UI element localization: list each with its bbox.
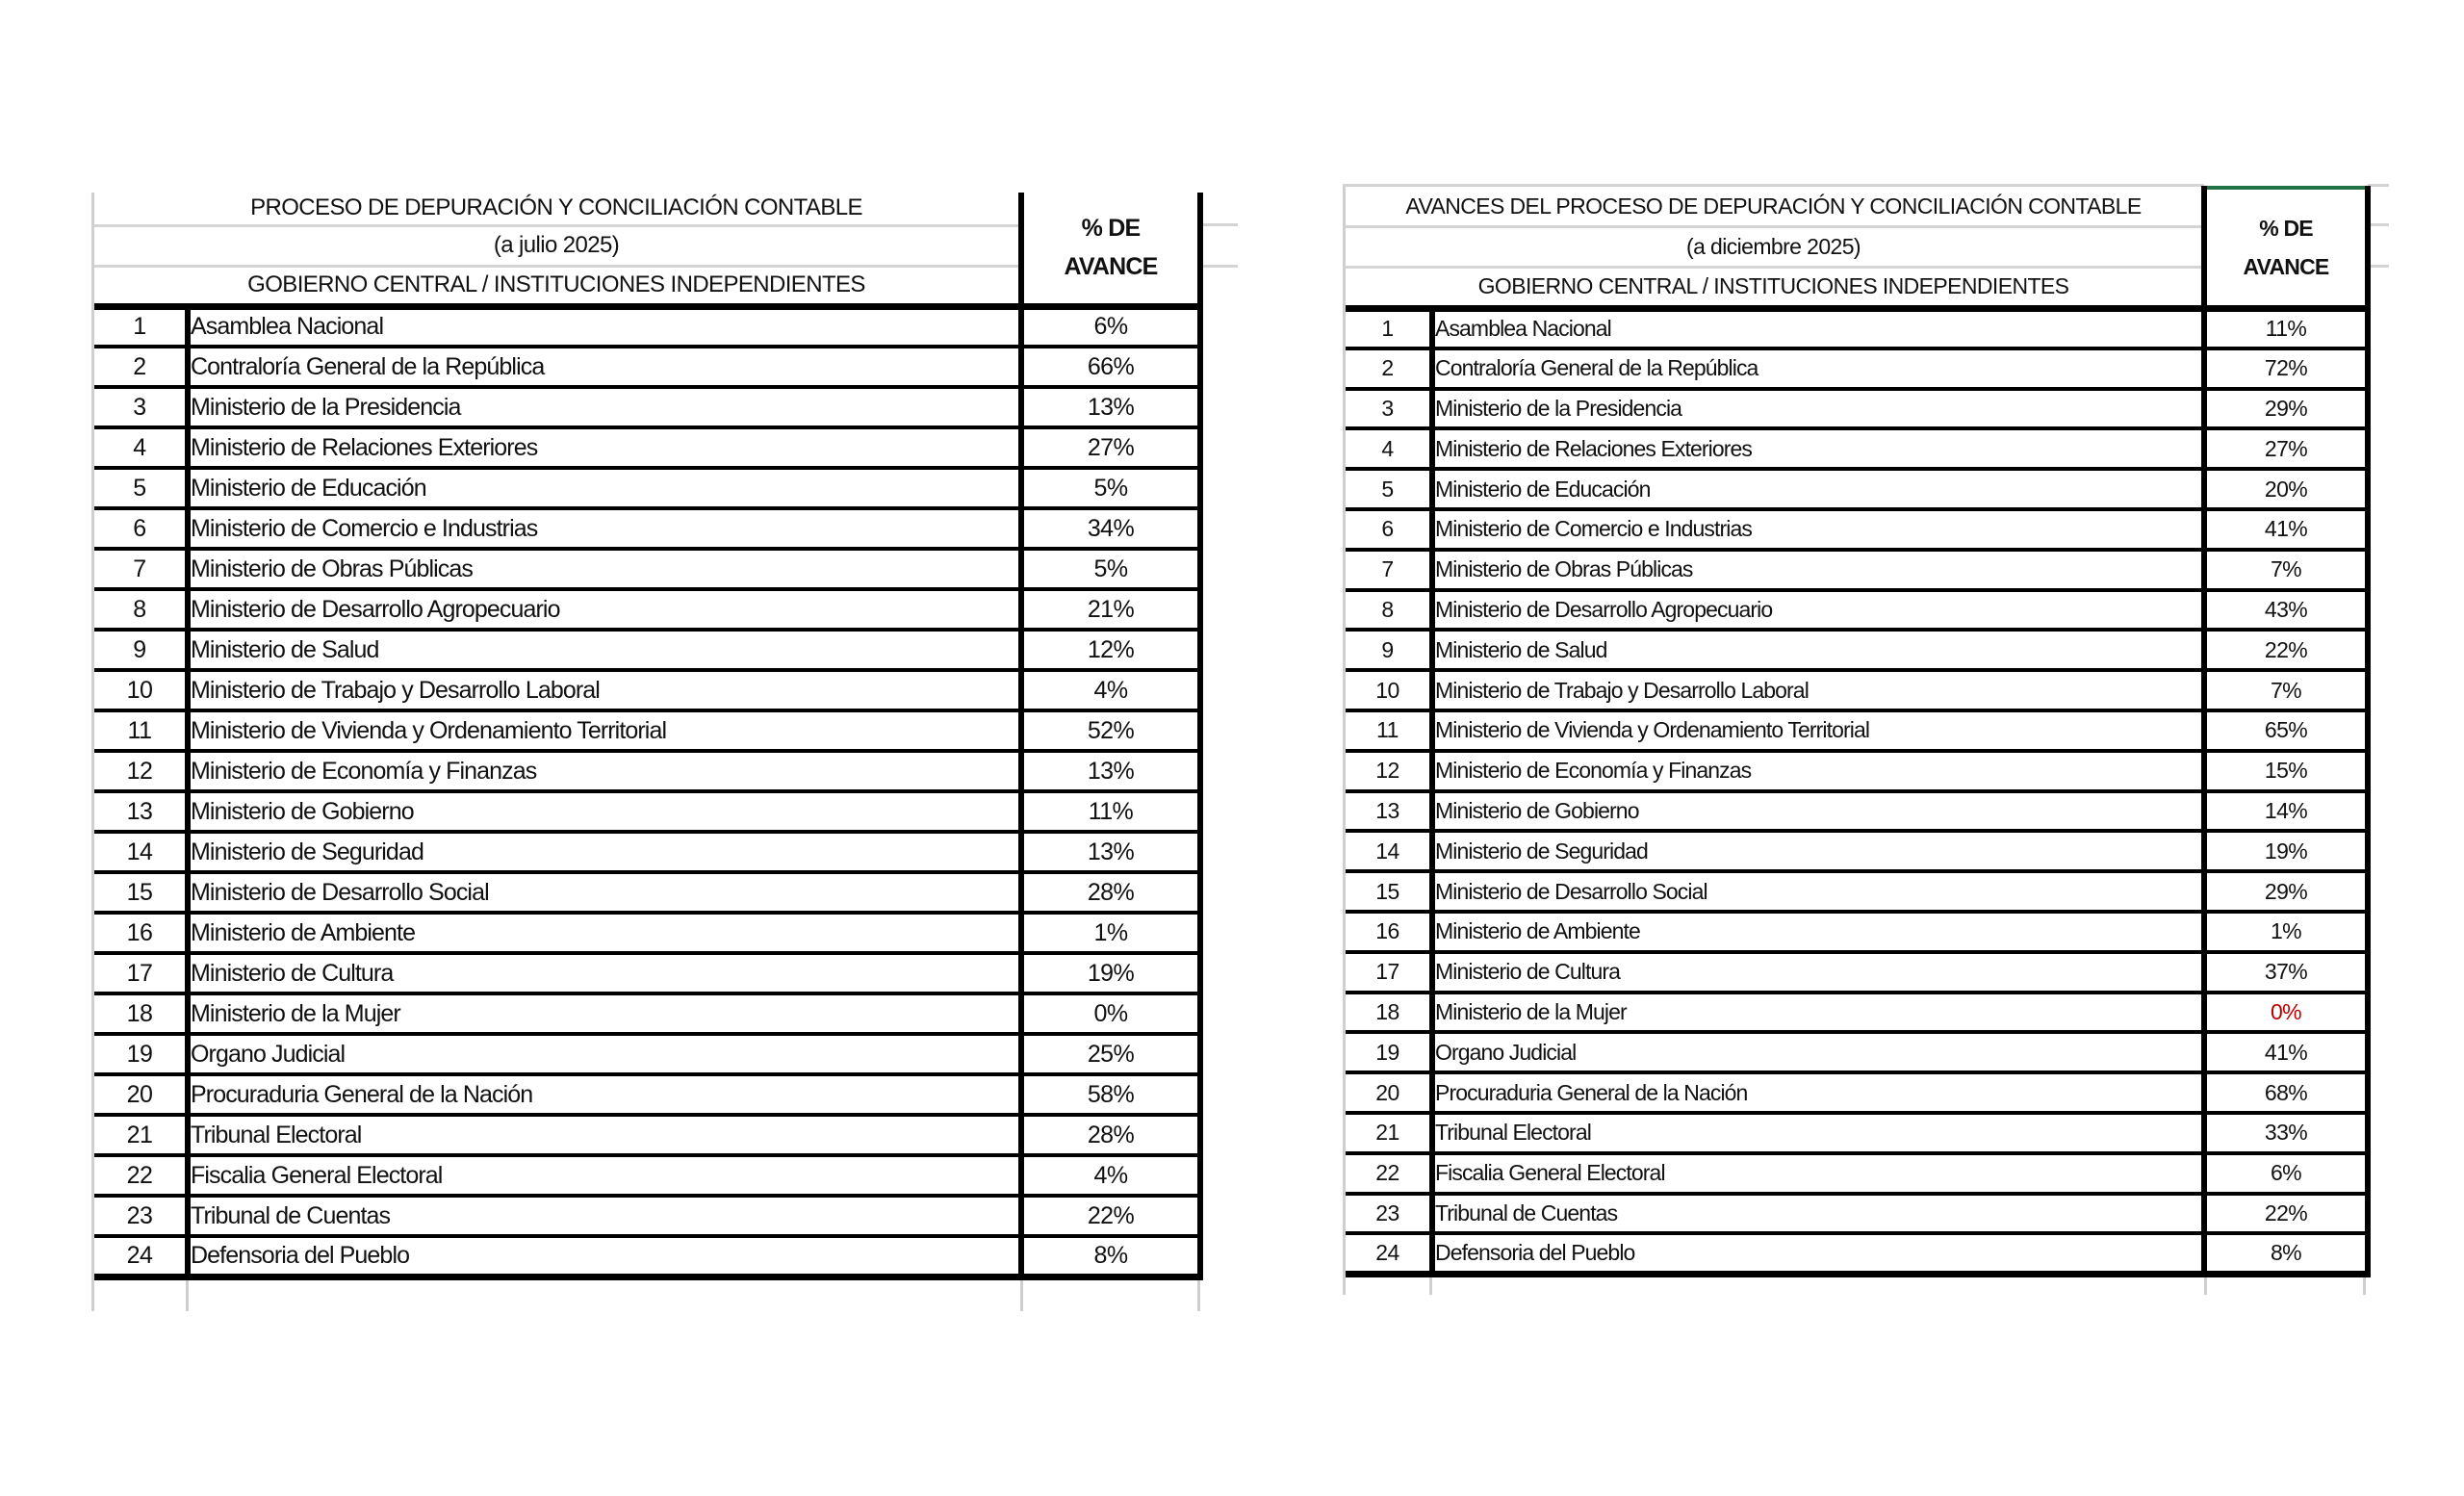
- row-number[interactable]: 4: [94, 427, 188, 468]
- row-number[interactable]: 6: [94, 508, 188, 549]
- institution-name[interactable]: Contraloría General de la República: [188, 347, 1021, 387]
- progress-percent[interactable]: 28%: [1021, 1115, 1200, 1155]
- table-row: [1346, 348, 2368, 389]
- institution-name[interactable]: Ministerio de Seguridad: [188, 832, 1021, 872]
- institution-name[interactable]: Ministerio de Gobierno: [1432, 791, 2204, 832]
- gridline: [2204, 1276, 2207, 1295]
- institution-name[interactable]: Ministerio de Obras Públicas: [188, 549, 1021, 589]
- row-number[interactable]: 2: [1346, 348, 1432, 389]
- row-number[interactable]: 12: [1346, 751, 1432, 791]
- row-number[interactable]: 7: [1346, 550, 1432, 590]
- progress-percent[interactable]: 33%: [2204, 1113, 2368, 1153]
- gridline: [2368, 265, 2389, 268]
- progress-percent[interactable]: 22%: [1021, 1196, 1200, 1236]
- row-number[interactable]: 19: [1346, 1032, 1432, 1072]
- right-table-body: [1346, 308, 2368, 1274]
- table-row: [1346, 710, 2368, 751]
- table-row: [1346, 952, 2368, 993]
- row-number[interactable]: 15: [1346, 871, 1432, 912]
- institution-name[interactable]: Organo Judicial: [1432, 1032, 2204, 1072]
- row-number[interactable]: 14: [1346, 831, 1432, 871]
- row-number[interactable]: 18: [1346, 993, 1432, 1033]
- row-number[interactable]: 1: [1346, 308, 1432, 348]
- institution-name[interactable]: Ministerio de Relaciones Exteriores: [188, 427, 1021, 468]
- table-row: [1346, 1194, 2368, 1234]
- row-number[interactable]: 12: [94, 751, 188, 791]
- table-row: [1346, 1072, 2368, 1113]
- row-number[interactable]: 17: [94, 953, 188, 993]
- institution-name[interactable]: Ministerio de la Mujer: [1432, 993, 2204, 1033]
- institution-name[interactable]: Ministerio de Economía y Finanzas: [188, 751, 1021, 791]
- row-number[interactable]: 13: [1346, 791, 1432, 832]
- institution-name[interactable]: Contraloría General de la República: [1432, 348, 2204, 389]
- progress-percent[interactable]: 4%: [1021, 1155, 1200, 1196]
- pct-header-line1: % DE: [2259, 215, 2313, 241]
- institution-name[interactable]: Organo Judicial: [188, 1034, 1021, 1074]
- row-number[interactable]: 14: [94, 832, 188, 872]
- table-row: [1346, 791, 2368, 832]
- table-row: [1346, 993, 2368, 1033]
- table-row: [1346, 1032, 2368, 1072]
- institution-name[interactable]: Fiscalia General Electoral: [188, 1155, 1021, 1196]
- table-row: [1346, 831, 2368, 871]
- row-number[interactable]: 19: [94, 1034, 188, 1074]
- row-number[interactable]: 5: [94, 468, 188, 508]
- progress-percent[interactable]: 6%: [1021, 306, 1200, 347]
- institution-name[interactable]: Defensoria del Pueblo: [188, 1236, 1021, 1277]
- progress-percent[interactable]: 21%: [1021, 589, 1200, 630]
- row-number[interactable]: 20: [1346, 1072, 1432, 1113]
- progress-percent[interactable]: 1%: [1021, 913, 1200, 953]
- gridline: [2363, 1276, 2366, 1295]
- table-row: [1346, 428, 2368, 469]
- table-title: PROCESO DE DEPURACIÓN Y CONCILIACIÓN CONTABLE: [94, 193, 1021, 225]
- progress-percent[interactable]: 66%: [1021, 347, 1200, 387]
- institution-name[interactable]: Asamblea Nacional: [1432, 308, 2204, 348]
- institution-name[interactable]: Fiscalia General Electoral: [1432, 1153, 2204, 1194]
- row-number[interactable]: 24: [94, 1236, 188, 1277]
- institution-name[interactable]: Ministerio de Obras Públicas: [1432, 550, 2204, 590]
- progress-percent[interactable]: 43%: [2204, 590, 2368, 631]
- institution-name[interactable]: Ministerio de Ambiente: [188, 913, 1021, 953]
- pct-header-line2: AVANCE: [1064, 253, 1158, 281]
- progress-percent[interactable]: 1%: [2204, 912, 2368, 952]
- progress-percent[interactable]: 11%: [2204, 308, 2368, 348]
- table-row: [1346, 389, 2368, 429]
- institution-name[interactable]: Ministerio de Trabajo y Desarrollo Laboral: [1432, 670, 2204, 710]
- row-number[interactable]: 13: [94, 791, 188, 832]
- progress-percent[interactable]: 58%: [1021, 1074, 1200, 1115]
- institution-name[interactable]: Defensoria del Pueblo: [1432, 1233, 2204, 1274]
- institution-name[interactable]: Ministerio de Educación: [188, 468, 1021, 508]
- row-number[interactable]: 23: [1346, 1194, 1432, 1234]
- institution-name[interactable]: Ministerio de Educación: [1432, 469, 2204, 509]
- progress-percent[interactable]: 14%: [2204, 791, 2368, 832]
- table-row: [1346, 590, 2368, 631]
- institution-name[interactable]: Procuraduria General de la Nación: [1432, 1072, 2204, 1113]
- row-number[interactable]: 16: [94, 913, 188, 953]
- institution-name[interactable]: Ministerio de Economía y Finanzas: [1432, 751, 2204, 791]
- progress-percent[interactable]: 20%: [2204, 469, 2368, 509]
- progress-percent[interactable]: 72%: [2204, 348, 2368, 389]
- row-number[interactable]: 23: [94, 1196, 188, 1236]
- row-number[interactable]: 1: [94, 306, 188, 347]
- progress-percent[interactable]: 19%: [2204, 831, 2368, 871]
- row-number[interactable]: 8: [94, 589, 188, 630]
- progress-percent[interactable]: 22%: [2204, 1194, 2368, 1234]
- table-row: [1346, 1233, 2368, 1274]
- table-date: (a diciembre 2025): [1346, 226, 2204, 267]
- gridline: [2368, 184, 2389, 187]
- institution-name[interactable]: Ministerio de Desarrollo Agropecuario: [1432, 590, 2204, 631]
- table-row: [1346, 550, 2368, 590]
- table-date: (a julio 2025): [94, 225, 1021, 266]
- gridline: [1429, 1276, 1432, 1295]
- progress-percent[interactable]: 4%: [1021, 670, 1200, 710]
- row-number[interactable]: 17: [1346, 952, 1432, 993]
- progress-percent[interactable]: 22%: [2204, 630, 2368, 670]
- progress-percent[interactable]: 8%: [1021, 1236, 1200, 1277]
- table-row: [1346, 509, 2368, 550]
- institution-name[interactable]: Ministerio de Seguridad: [1432, 831, 2204, 871]
- institution-name[interactable]: Ministerio de Relaciones Exteriores: [1432, 428, 2204, 469]
- row-number[interactable]: 21: [1346, 1113, 1432, 1153]
- table-title: AVANCES DEL PROCESO DE DEPURACIÓN Y CONCILIACIÓN CONTABLE: [1346, 188, 2204, 226]
- progress-percent[interactable]: 41%: [2204, 1032, 2368, 1072]
- row-number[interactable]: 3: [94, 387, 188, 427]
- institution-name[interactable]: Ministerio de Cultura: [1432, 952, 2204, 993]
- progress-percent[interactable]: 11%: [1021, 791, 1200, 832]
- row-number[interactable]: 22: [94, 1155, 188, 1196]
- table-row: [1346, 1153, 2368, 1194]
- institution-name[interactable]: Ministerio de Vivienda y Ordenamiento Territorial: [188, 710, 1021, 751]
- row-number[interactable]: 11: [94, 710, 188, 751]
- row-number[interactable]: 7: [94, 549, 188, 589]
- row-number[interactable]: 11: [1346, 710, 1432, 751]
- progress-percent[interactable]: 8%: [2204, 1233, 2368, 1274]
- gridline: [2368, 223, 2389, 226]
- progress-percent[interactable]: 7%: [2204, 670, 2368, 710]
- row-number[interactable]: 22: [1346, 1153, 1432, 1194]
- progress-percent[interactable]: 27%: [2204, 428, 2368, 469]
- row-number[interactable]: 16: [1346, 912, 1432, 952]
- institution-name[interactable]: Ministerio de Desarrollo Social: [188, 872, 1021, 913]
- table-subtitle: GOBIERNO CENTRAL / INSTITUCIONES INDEPENDIENTES: [247, 271, 865, 297]
- institution-name[interactable]: Ministerio de Gobierno: [188, 791, 1021, 832]
- institution-name[interactable]: Tribunal Electoral: [1432, 1113, 2204, 1153]
- progress-percent[interactable]: 15%: [2204, 751, 2368, 791]
- table-row: [1346, 871, 2368, 912]
- institution-name[interactable]: Procuraduria General de la Nación: [188, 1074, 1021, 1115]
- institution-name[interactable]: Ministerio de Desarrollo Social: [1432, 871, 2204, 912]
- progress-percent[interactable]: 28%: [1021, 872, 1200, 913]
- institution-name[interactable]: Tribunal de Cuentas: [1432, 1194, 2204, 1234]
- progress-percent[interactable]: 13%: [1021, 751, 1200, 791]
- progress-percent[interactable]: 52%: [1021, 710, 1200, 751]
- pct-header-line2: AVANCE: [2243, 253, 2329, 279]
- table-row: [1346, 630, 2368, 670]
- right-progress-table: [1346, 186, 2371, 1277]
- row-number[interactable]: 15: [94, 872, 188, 913]
- progress-percent[interactable]: 13%: [1021, 832, 1200, 872]
- row-number[interactable]: 24: [1346, 1233, 1432, 1274]
- institution-name[interactable]: Ministerio de Ambiente: [1432, 912, 2204, 952]
- progress-percent[interactable]: 5%: [1021, 549, 1200, 589]
- row-number[interactable]: 5: [1346, 469, 1432, 509]
- row-number[interactable]: 6: [1346, 509, 1432, 550]
- institution-name[interactable]: Ministerio de Salud: [1432, 630, 2204, 670]
- institution-name[interactable]: Ministerio de Cultura: [188, 953, 1021, 993]
- progress-percent[interactable]: 13%: [1021, 387, 1200, 427]
- progress-percent[interactable]: 12%: [1021, 630, 1200, 670]
- row-number[interactable]: 4: [1346, 428, 1432, 469]
- row-number[interactable]: 10: [1346, 670, 1432, 710]
- table-row: [1346, 1113, 2368, 1153]
- progress-percent[interactable]: 34%: [1021, 508, 1200, 549]
- progress-percent[interactable]: 27%: [1021, 427, 1200, 468]
- pct-header-line1: % DE: [1081, 215, 1141, 243]
- institution-name[interactable]: Tribunal Electoral: [188, 1115, 1021, 1155]
- table-row: [1346, 469, 2368, 509]
- table-subtitle: GOBIERNO CENTRAL / INSTITUCIONES INDEPENDIENTES: [1477, 273, 2069, 298]
- progress-percent[interactable]: 29%: [2204, 389, 2368, 429]
- institution-name[interactable]: Ministerio de Trabajo y Desarrollo Laboral: [188, 670, 1021, 710]
- institution-name[interactable]: Ministerio de la Presidencia: [188, 387, 1021, 427]
- institution-name[interactable]: Ministerio de Comercio e Industrias: [1432, 509, 2204, 550]
- row-number[interactable]: 9: [94, 630, 188, 670]
- progress-percent[interactable]: 19%: [1021, 953, 1200, 993]
- table-row: [1346, 751, 2368, 791]
- institution-name[interactable]: Ministerio de la Mujer: [188, 993, 1021, 1034]
- progress-percent[interactable]: 41%: [2204, 509, 2368, 550]
- table-row: [1346, 670, 2368, 710]
- table-row: [1346, 912, 2368, 952]
- progress-percent[interactable]: 0%: [1021, 993, 1200, 1034]
- institution-name[interactable]: Tribunal de Cuentas: [188, 1196, 1021, 1236]
- institution-name[interactable]: Ministerio de Salud: [188, 630, 1021, 670]
- row-number[interactable]: 20: [94, 1074, 188, 1115]
- table-row: [1346, 308, 2368, 348]
- progress-percent[interactable]: 6%: [2204, 1153, 2368, 1194]
- pct-column-header[interactable]: [2204, 188, 2368, 308]
- progress-percent[interactable]: 29%: [2204, 871, 2368, 912]
- progress-percent[interactable]: 37%: [2204, 952, 2368, 993]
- institution-name[interactable]: Ministerio de Comercio e Industrias: [188, 508, 1021, 549]
- row-number[interactable]: 8: [1346, 590, 1432, 631]
- progress-percent[interactable]: 0%: [2204, 993, 2368, 1033]
- progress-percent[interactable]: 7%: [2204, 550, 2368, 590]
- institution-name[interactable]: Ministerio de la Presidencia: [1432, 389, 2204, 429]
- row-number[interactable]: 3: [1346, 389, 1432, 429]
- progress-percent[interactable]: 5%: [1021, 468, 1200, 508]
- institution-name[interactable]: Ministerio de Vivienda y Ordenamiento Territorial: [1432, 710, 2204, 751]
- row-number[interactable]: 2: [94, 347, 188, 387]
- progress-percent[interactable]: 25%: [1021, 1034, 1200, 1074]
- progress-percent[interactable]: 68%: [2204, 1072, 2368, 1113]
- row-number[interactable]: 10: [94, 670, 188, 710]
- row-number[interactable]: 21: [94, 1115, 188, 1155]
- row-number[interactable]: 18: [94, 993, 188, 1034]
- institution-name[interactable]: Ministerio de Desarrollo Agropecuario: [188, 589, 1021, 630]
- institution-name[interactable]: Asamblea Nacional: [188, 306, 1021, 347]
- progress-percent[interactable]: 65%: [2204, 710, 2368, 751]
- row-number[interactable]: 9: [1346, 630, 1432, 670]
